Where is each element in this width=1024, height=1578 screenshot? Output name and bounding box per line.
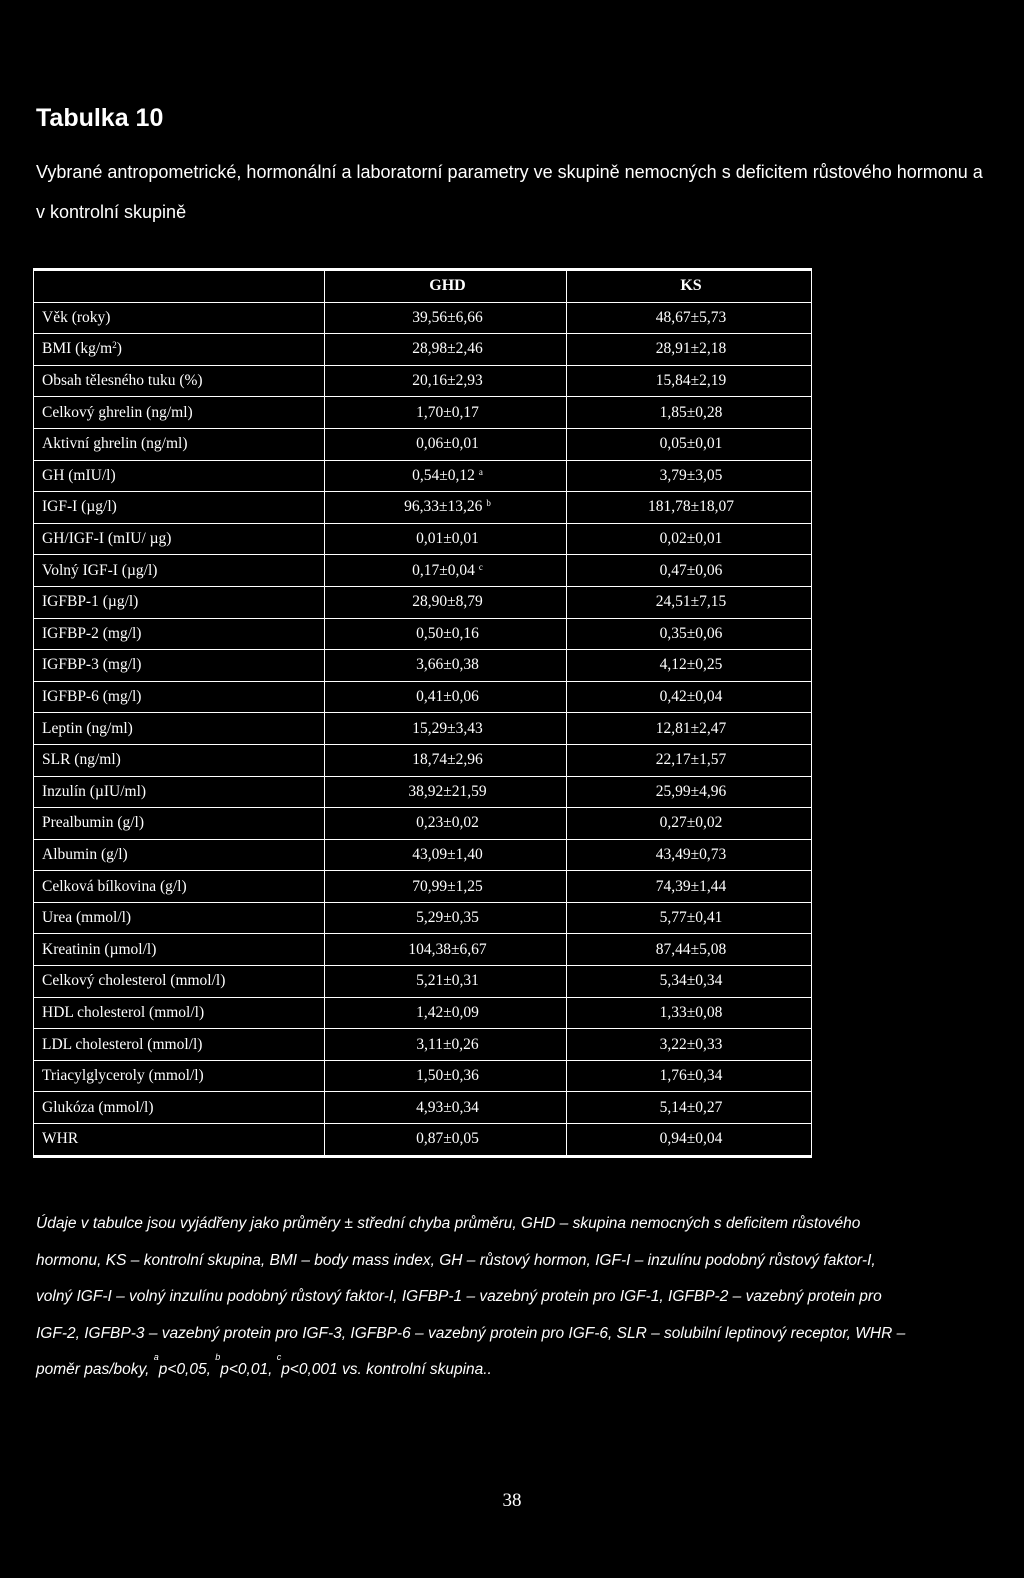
ghd-value xyxy=(325,428,567,460)
table-row xyxy=(34,934,812,966)
row-label-text: Celkový cholesterol (mmol/l) xyxy=(42,972,226,990)
table-caption: Vybrané antropometrické, hormonální a laboratorní parametry ve skupině nemocných s deficitem růstového hormonu a v kontrolní skupině xyxy=(36,162,983,222)
row-label-text: BMI (kg/m xyxy=(42,340,113,358)
row-label xyxy=(34,744,325,776)
table-row xyxy=(34,744,812,776)
table-row xyxy=(34,586,812,618)
row-label xyxy=(34,334,325,366)
row-label-text: Leptin (ng/ml) xyxy=(42,719,133,737)
row-label-text: Kreatinin (µmol/l) xyxy=(42,940,157,958)
row-label xyxy=(34,871,325,903)
ghd-value-text: 28,90±8,79 xyxy=(412,593,483,611)
row-label xyxy=(34,523,325,555)
ghd-value-text: 39,56±6,66 xyxy=(412,308,483,326)
row-label xyxy=(34,492,325,524)
ghd-value xyxy=(325,839,567,871)
row-label xyxy=(34,808,325,840)
ghd-value-text: 5,21±0,31 xyxy=(416,972,479,990)
ghd-value xyxy=(325,302,567,334)
parameters-table xyxy=(33,268,812,1158)
ghd-value-text: 0,50±0,16 xyxy=(416,624,479,642)
ghd-value xyxy=(325,397,567,429)
row-label-text: IGFBP-1 (µg/l) xyxy=(42,593,139,611)
ghd-value-text: 70,99±1,25 xyxy=(412,877,483,895)
row-label-text: Albumin (g/l) xyxy=(42,845,128,863)
ks-value: 25,99±4,96 xyxy=(567,776,812,808)
ghd-value xyxy=(325,1029,567,1061)
table-row xyxy=(34,871,812,903)
row-label-text: WHR xyxy=(42,1130,79,1148)
table-row xyxy=(34,555,812,587)
ghd-value-text: 3,11±0,26 xyxy=(416,1035,479,1053)
ghd-value-text: 0,06±0,01 xyxy=(416,435,479,453)
row-label-text: IGFBP-2 (mg/l) xyxy=(42,624,142,642)
row-label-text: Věk (roky) xyxy=(42,308,111,326)
ks-value: 5,34±0,34 xyxy=(567,966,812,998)
table-row xyxy=(34,428,812,460)
row-label-text: Aktivní ghrelin (ng/ml) xyxy=(42,435,188,453)
ks-value: 48,67±5,73 xyxy=(567,302,812,334)
row-label-text: Inzulín (µIU/ml) xyxy=(42,782,147,800)
ghd-value-text: 5,29±0,35 xyxy=(416,909,479,927)
ghd-value xyxy=(325,744,567,776)
row-label xyxy=(34,1124,325,1157)
ks-value: 0,42±0,04 xyxy=(567,681,812,713)
row-label xyxy=(34,460,325,492)
ghd-value xyxy=(325,523,567,555)
row-label-text: Urea (mmol/l) xyxy=(42,909,132,927)
ghd-value xyxy=(325,365,567,397)
table-header-row xyxy=(34,270,812,303)
ghd-value xyxy=(325,997,567,1029)
ghd-value xyxy=(325,334,567,366)
row-label xyxy=(34,302,325,334)
ks-value: 43,49±0,73 xyxy=(567,839,812,871)
ghd-value-text: 0,01±0,01 xyxy=(416,530,479,548)
row-label xyxy=(34,365,325,397)
row-label xyxy=(34,934,325,966)
ks-value: 0,05±0,01 xyxy=(567,428,812,460)
footnote-p-b: p<0,01, xyxy=(220,1361,277,1378)
footnote-p-a: p<0,05, xyxy=(158,1361,216,1378)
ghd-value-text: 0,17±0,04 xyxy=(412,561,475,579)
row-label xyxy=(34,650,325,682)
row-label-text: Volný IGF-I (µg/l) xyxy=(42,561,158,579)
row-label-text: IGFBP-3 (mg/l) xyxy=(42,656,142,674)
ghd-value-text: 18,74±2,96 xyxy=(412,751,483,769)
row-label-text: Celková bílkovina (g/l) xyxy=(42,877,187,895)
row-label-sup: 2 xyxy=(112,340,117,351)
row-label xyxy=(34,681,325,713)
table-row xyxy=(34,334,812,366)
ghd-value-text: 1,50±0,36 xyxy=(416,1067,479,1085)
ghd-value-text: 0,54±0,12 xyxy=(412,466,475,484)
row-label-text: LDL cholesterol (mmol/l) xyxy=(42,1035,203,1053)
page-number: 38 xyxy=(502,1490,522,1511)
table-row xyxy=(34,808,812,840)
table-row xyxy=(34,681,812,713)
table-row xyxy=(34,902,812,934)
ks-value: 22,17±1,57 xyxy=(567,744,812,776)
row-label-text: Celkový ghrelin (ng/ml) xyxy=(42,403,193,421)
ks-value: 3,22±0,33 xyxy=(567,1029,812,1061)
row-label xyxy=(34,902,325,934)
ghd-significance-sup: b xyxy=(486,498,491,509)
table-row xyxy=(34,492,812,524)
ks-value: 0,94±0,04 xyxy=(567,1124,812,1157)
ghd-value xyxy=(325,776,567,808)
footnote-sup-c: c xyxy=(276,1352,282,1362)
ghd-value xyxy=(325,713,567,745)
row-label xyxy=(34,428,325,460)
table-row xyxy=(34,618,812,650)
ghd-value xyxy=(325,586,567,618)
row-label xyxy=(34,618,325,650)
table-body xyxy=(34,302,812,1156)
ks-value: 0,02±0,01 xyxy=(567,523,812,555)
ghd-value xyxy=(325,966,567,998)
header-parameter xyxy=(34,270,325,303)
ghd-value xyxy=(325,871,567,903)
ghd-value-text: 0,87±0,05 xyxy=(416,1130,479,1148)
table-row xyxy=(34,1029,812,1061)
ghd-value xyxy=(325,1092,567,1124)
ghd-value-text: 96,33±13,26 xyxy=(404,498,483,516)
table-row xyxy=(34,839,812,871)
row-label-text: SLR (ng/ml) xyxy=(42,751,121,769)
ghd-value xyxy=(325,808,567,840)
ghd-value-text: 1,42±0,09 xyxy=(416,1003,479,1021)
ks-value: 4,12±0,25 xyxy=(567,650,812,682)
ghd-value-text: 20,16±2,93 xyxy=(412,372,483,390)
ghd-value-text: 4,93±0,34 xyxy=(416,1098,479,1116)
row-label-text: GH (mIU/l) xyxy=(42,466,116,484)
ghd-value-text: 104,38±6,67 xyxy=(408,940,487,958)
row-label xyxy=(34,1060,325,1092)
ghd-value-text: 15,29±3,43 xyxy=(412,719,483,737)
row-label xyxy=(34,555,325,587)
table-row xyxy=(34,302,812,334)
ghd-value-text: 3,66±0,38 xyxy=(416,656,479,674)
row-label xyxy=(34,839,325,871)
ghd-value xyxy=(325,902,567,934)
row-label-text: IGFBP-6 (mg/l) xyxy=(42,688,142,706)
row-label-after: ) xyxy=(116,340,122,358)
header-ks: KS xyxy=(567,270,812,303)
ks-value: 1,33±0,08 xyxy=(567,997,812,1029)
table-row xyxy=(34,650,812,682)
row-label-text: Glukóza (mmol/l) xyxy=(42,1098,154,1116)
ks-value: 1,76±0,34 xyxy=(567,1060,812,1092)
row-label xyxy=(34,966,325,998)
footnote-text: Údaje v tabulce jsou vyjádřeny jako průměry ± střední chyba průměru, GHD – skupina nemocných s deficitem růstového hormonu, KS – kontrolní skupina, BMI – body mass index, GH – růstový hormon, IGF-I – inzulínu podobný růstový faktor-I, volný IGF-I – volný inzulínu podobný růstový faktor-I, IGFBP-1 – vazebný protein pro IGF-1, IGFBP-2 – vazebný protein pro IGF-2, IGFBP-3 – vazebný protein pro IGF-3, IGFBP-6 – vazebný protein pro IGF-6, SLR – solubilní leptinový receptor, WHR – poměr pas/boky, xyxy=(36,1215,906,1378)
ghd-value-text: 38,92±21,59 xyxy=(408,782,487,800)
ks-value: 3,79±3,05 xyxy=(567,460,812,492)
row-label xyxy=(34,1029,325,1061)
row-label xyxy=(34,586,325,618)
ghd-value-text: 0,23±0,02 xyxy=(416,814,479,832)
row-label xyxy=(34,713,325,745)
ghd-value-text: 1,70±0,17 xyxy=(416,403,479,421)
ks-value: 24,51±7,15 xyxy=(567,586,812,618)
ks-value: 0,27±0,02 xyxy=(567,808,812,840)
ks-value: 181,78±18,07 xyxy=(567,492,812,524)
ghd-value xyxy=(325,618,567,650)
ks-value: 12,81±2,47 xyxy=(567,713,812,745)
row-label-text: HDL cholesterol (mmol/l) xyxy=(42,1003,205,1021)
ks-value: 0,35±0,06 xyxy=(567,618,812,650)
footnote-sup-b: b xyxy=(215,1352,221,1362)
table-row xyxy=(34,966,812,998)
table-row xyxy=(34,1060,812,1092)
footnote-p-c: p<0,001 vs. kontrolní skupina.. xyxy=(281,1361,492,1378)
ks-value: 0,47±0,06 xyxy=(567,555,812,587)
row-label-text: Obsah tělesného tuku (%) xyxy=(42,372,203,390)
ghd-value xyxy=(325,555,567,587)
row-label-text: GH/IGF-I (mIU/ µg) xyxy=(42,530,172,548)
ghd-significance-sup: a xyxy=(478,466,483,477)
table-row xyxy=(34,997,812,1029)
ks-value: 5,77±0,41 xyxy=(567,902,812,934)
table-footnote xyxy=(36,1206,916,1389)
table-row xyxy=(34,523,812,555)
table-row xyxy=(34,713,812,745)
row-label-text: Triacylglyceroly (mmol/l) xyxy=(42,1067,204,1085)
row-label-text: Prealbumin (g/l) xyxy=(42,814,145,832)
ks-value: 1,85±0,28 xyxy=(567,397,812,429)
ks-value: 15,84±2,19 xyxy=(567,365,812,397)
row-label xyxy=(34,776,325,808)
table-row xyxy=(34,460,812,492)
table-row xyxy=(34,1092,812,1124)
ks-value: 74,39±1,44 xyxy=(567,871,812,903)
ghd-value-text: 28,98±2,46 xyxy=(412,340,483,358)
ghd-value-text: 0,41±0,06 xyxy=(416,688,479,706)
ghd-value xyxy=(325,681,567,713)
row-label xyxy=(34,1092,325,1124)
ks-value: 87,44±5,08 xyxy=(567,934,812,966)
ghd-significance-sup: c xyxy=(478,561,483,572)
table-row xyxy=(34,776,812,808)
ks-value: 5,14±0,27 xyxy=(567,1092,812,1124)
ghd-value xyxy=(325,1124,567,1157)
ghd-value xyxy=(325,650,567,682)
page-title: Tabulka 10 xyxy=(36,104,164,132)
footnote-sup-a: a xyxy=(153,1352,159,1362)
ks-value: 28,91±2,18 xyxy=(567,334,812,366)
table-row xyxy=(34,397,812,429)
row-label xyxy=(34,997,325,1029)
row-label xyxy=(34,397,325,429)
ghd-value xyxy=(325,460,567,492)
table-row xyxy=(34,1124,812,1157)
row-label-text: IGF-I (µg/l) xyxy=(42,498,117,516)
ghd-value xyxy=(325,934,567,966)
header-ghd: GHD xyxy=(325,270,567,303)
ghd-value-text: 43,09±1,40 xyxy=(412,845,483,863)
ghd-value xyxy=(325,492,567,524)
table-row xyxy=(34,365,812,397)
ghd-value xyxy=(325,1060,567,1092)
